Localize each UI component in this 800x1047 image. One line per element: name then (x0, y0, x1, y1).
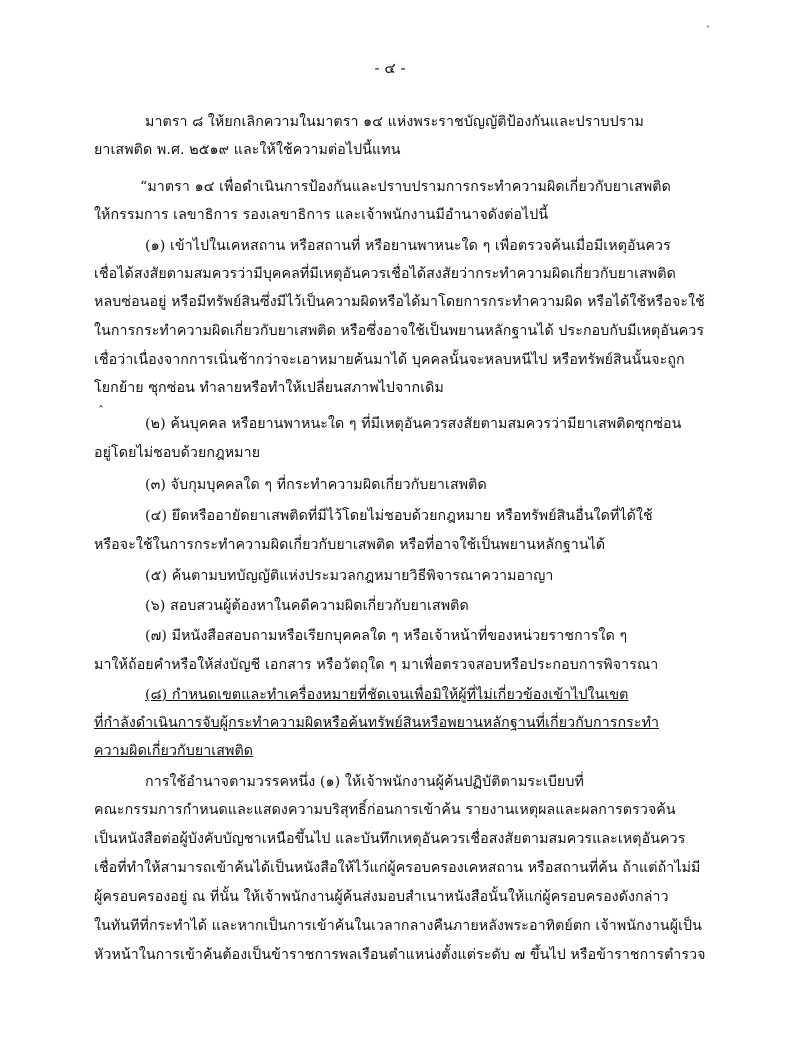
text-line: (๘) กำหนดเขตและทำเครื่องหมายที่ชัดเจนเพื่อมิให้ผู้ที่ไม่เกี่ยวข้องเข้าไปในเขต (145, 687, 629, 703)
margin-mark: ˆ (98, 404, 104, 418)
text-line: ผู้ครอบครองอยู่ ณ ที่นั้น ให้เจ้าพนักงานผู้ค้นส่งมอบสำเนาหนังสือนั้นให้แก่ผู้ครอบครองดังกล่าว (94, 889, 669, 905)
text-line: มาตรา ๘ ให้ยกเลิกความในมาตรา ๑๔ แห่งพระราชบัญญัติป้องกันและปราบปราม (145, 114, 644, 130)
text-line: (๖) สอบสวนผู้ต้องหาในคดีความผิดเกี่ยวกับยาเสพติด (145, 598, 469, 614)
text-line: มาให้ถ้อยคำหรือให้ส่งบัญชี เอกสาร หรือวัตถุใด ๆ มาเพื่อตรวจสอบหรือประกอบการพิจารณา (94, 657, 659, 673)
text-line: อยู่โดยไม่ชอบด้วยกฎหมาย (94, 445, 261, 461)
text-line: เชื่อที่ทำให้สามารถเข้าค้นได้เป็นหนังสือให้ไว้แก่ผู้ครอบครองเคหสถาน หรือสถานที่ค้น ถ้าแต่ถ้าไม่มี (94, 860, 701, 876)
text-line: (๔) ยึดหรืออายัดยาเสพติดที่มีไว้โดยไม่ชอบด้วยกฎหมาย หรือทรัพย์สินอื่นใดที่ได้ใช้ (145, 508, 653, 524)
text-line: ในการกระทำความผิดเกี่ยวกับยาเสพติด หรือซึ่งอาจใช้เป็นพยานหลักฐานได้ ประกอบกับมีเหตุอันควร (94, 323, 705, 339)
text-line: (๓) จับกุมบุคคลใด ๆ ที่กระทำความผิดเกี่ยวกับยาเสพติด (145, 477, 487, 493)
text-line: (๒) ค้นบุคคล หรือยานพาหนะใด ๆ ที่มีเหตุอันควรสงสัยตามสมควรว่ามียาเสพติดซุกซ่อน (145, 416, 682, 432)
page-number: - ๔ - (374, 59, 406, 77)
text-line: เชื่อว่าเนื่องจากการเนิ่นช้ากว่าจะเอาหมายค้นมาได้ บุคคลนั้นจะหลบหนีไป หรือทรัพย์สินนั้นจะถูก (94, 352, 685, 368)
text-line: ที่กำลังดำเนินการจับผู้กระทำความผิดหรือค้นทรัพย์สินหรือพยานหลักฐานที่เกี่ยวกับการกระทำ (94, 715, 660, 731)
text-line: การใช้อำนาจตามวรรคหนึ่ง (๑) ให้เจ้าพนักงานผู้ค้นปฏิบัติตามระเบียบที่ (145, 774, 584, 790)
text-line: หลบซ่อนอยู่ หรือมีทรัพย์สินซึ่งมีไว้เป็นความผิดหรือได้มาโดยการกระทำความผิด หรือได้ใช้หรือจะใช้ (94, 294, 705, 310)
text-line: (๑) เข้าไปในเคหสถาน หรือสถานที่ หรือยานพาหนะใด ๆ เพื่อตรวจค้นเมื่อมีเหตุอันควร (145, 238, 671, 254)
text-line: เป็นหนังสือต่อผู้บังคับบัญชาเหนือขึ้นไป และบันทึกเหตุอันควรเชื่อสงสัยตามสมควรและเหตุอันควร (94, 831, 686, 847)
text-line: “มาตรา ๑๔ เพื่อดำเนินการป้องกันและปราบปรามการกระทำความผิดเกี่ยวกับยาเสพติด (140, 179, 671, 195)
text-line: ความผิดเกี่ยวกับยาเสพติด (94, 743, 254, 759)
text-line: ยาเสพติด พ.ศ. ๒๕๑๙ และให้ใช้ความต่อไปนี้แทน (94, 142, 401, 158)
text-line: หรือจะใช้ในการกระทำความผิดเกี่ยวกับยาเสพติด หรือที่อาจใช้เป็นพยานหลักฐานได้ (94, 537, 606, 553)
text-line: คณะกรรมการกำหนดและแสดงความบริสุทธิ์ก่อนการเข้าค้น รายงานเหตุผลและผลการตรวจค้น (94, 802, 676, 818)
text-line: เชื่อได้สงสัยตามสมควรว่ามีบุคคลที่มีเหตุอันควรเชื่อได้สงสัยว่ากระทำความผิดเกี่ยวกับยาเสพติด (94, 266, 676, 282)
text-line: (๕) ค้นตามบทบัญญัติแห่งประมวลกฎหมายวิธีพิจารณาความอาญา (145, 568, 554, 584)
text-line: หัวหน้าในการเข้าค้นต้องเป็นข้าราชการพลเรือนตำแหน่งตั้งแต่ระดับ ๗ ขึ้นไป หรือข้าราชการตำรวจ (94, 947, 706, 963)
text-line: (๗) มีหนังสือสอบถามหรือเรียกบุคคลใด ๆ หรือเจ้าหน้าที่ของหน่วยราชการใด ๆ (145, 628, 628, 644)
text-line: โยกย้าย ซุกซ่อน ทำลายหรือทำให้เปลี่ยนสภาพไปจากเดิม (94, 380, 444, 396)
text-line: ในทันทีที่กระทำได้ และหากเป็นการเข้าค้นในเวลากลางคืนภายหลังพระอาทิตย์ตก เจ้าพนักงานผู้เป็น (94, 918, 702, 934)
corner-mark: ˎ (706, 14, 710, 28)
text-line: ให้กรรมการ เลขาธิการ รองเลขาธิการ และเจ้าพนักงานมีอำนาจดังต่อไปนี้ (94, 207, 549, 223)
